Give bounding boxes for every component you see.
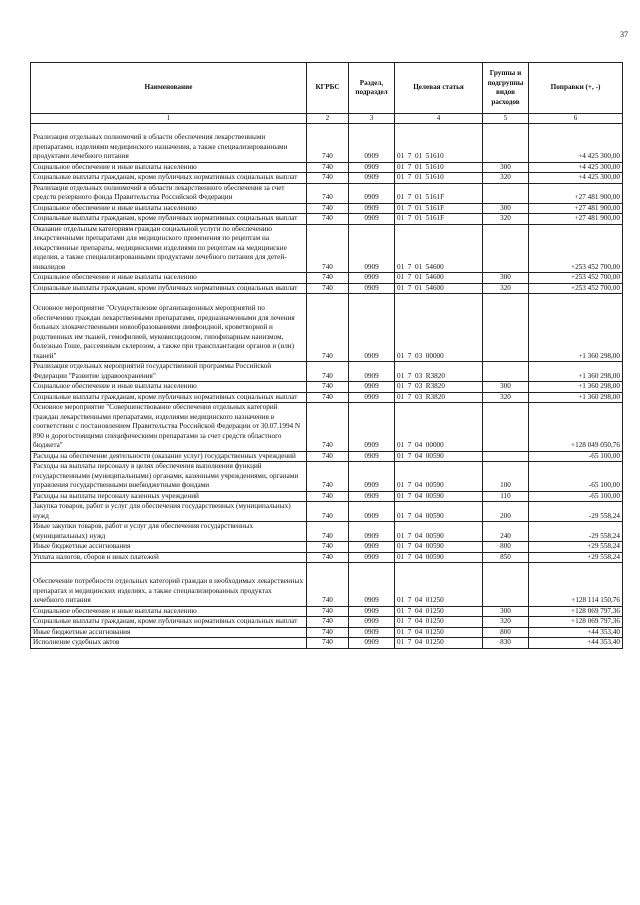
row-name: Основное мероприятие "Осуществление организационных мероприятий по обеспечению граждан лекарственными препаратами, предназначенными для лечения больных злокачественными новообразованиями лимфоидной, кроветворной и родственных им тканей, гемофилией, муковисцидозом, гипофизарным нанизмом, болезнью Гоше, рассеянным склерозом, а также при трансплантации органов и (или) тканей": [31, 294, 307, 362]
row-target-article: 01 7 04 01250: [395, 627, 483, 638]
row-section: 0909: [349, 542, 395, 553]
table-row: [31, 203, 623, 214]
row-amount: +44 353,40: [529, 627, 623, 638]
row-amount: +1 360 298,00: [529, 294, 623, 362]
column-number: 6: [529, 114, 623, 124]
row-expense-type: 300: [483, 382, 529, 393]
row-amount: -29 558,24: [529, 502, 623, 522]
row-section: 0909: [349, 382, 395, 393]
column-number: 2: [307, 114, 349, 124]
row-name: Социальные выплаты гражданам, кроме публичных нормативных социальных выплат: [31, 214, 307, 225]
row-target-article: 01 7 04 00000: [395, 403, 483, 452]
row-target-article: 01 7 01 5161F: [395, 203, 483, 214]
row-amount: +4 425 300,00: [529, 124, 623, 163]
row-section: 0909: [349, 563, 395, 607]
row-amount: +27 481 900,00: [529, 214, 623, 225]
row-expense-type: 320: [483, 214, 529, 225]
row-name: Закупка товаров, работ и услуг для обеспечения государственных (муниципальных) нужд: [31, 502, 307, 522]
row-target-article: 01 7 01 51610: [395, 124, 483, 163]
row-target-article: 01 7 04 01250: [395, 563, 483, 607]
table-row: [31, 362, 623, 382]
row-kgrbs: 740: [307, 273, 349, 284]
row-target-article: 01 7 04 00590: [395, 552, 483, 563]
row-expense-type: 850: [483, 552, 529, 563]
row-section: 0909: [349, 173, 395, 184]
row-expense-type: [483, 403, 529, 452]
table-row: [31, 124, 623, 163]
row-section: 0909: [349, 617, 395, 628]
row-name: Социальное обеспечение и иные выплаты населению: [31, 203, 307, 214]
row-kgrbs: 740: [307, 617, 349, 628]
row-amount: +29 558,24: [529, 552, 623, 563]
row-kgrbs: 740: [307, 563, 349, 607]
page-number: 37: [620, 30, 628, 39]
table-row: [31, 638, 623, 649]
row-name: Социальное обеспечение и иные выплаты населению: [31, 162, 307, 173]
table-row: [31, 224, 623, 273]
table-row: [31, 451, 623, 462]
row-amount: +253 452 700,00: [529, 273, 623, 284]
budget-amendments-table: [30, 62, 623, 649]
table-row: [31, 617, 623, 628]
row-target-article: 01 7 04 00590: [395, 462, 483, 492]
row-amount: +4 425 300,00: [529, 173, 623, 184]
row-kgrbs: 740: [307, 362, 349, 382]
row-section: 0909: [349, 552, 395, 563]
row-amount: +1 360 298,00: [529, 392, 623, 403]
row-target-article: 01 7 01 5161F: [395, 183, 483, 203]
row-expense-type: [483, 294, 529, 362]
row-kgrbs: 740: [307, 606, 349, 617]
row-section: 0909: [349, 462, 395, 492]
row-name: Социальные выплаты гражданам, кроме публичных нормативных социальных выплат: [31, 283, 307, 294]
row-amount: +128 069 797,36: [529, 617, 623, 628]
row-expense-type: 800: [483, 542, 529, 553]
header-name: Наименование: [31, 63, 307, 114]
row-section: 0909: [349, 283, 395, 294]
row-target-article: 01 7 04 00590: [395, 542, 483, 553]
row-amount: +29 558,24: [529, 542, 623, 553]
row-name: Социальные выплаты гражданам, кроме публичных нормативных социальных выплат: [31, 173, 307, 184]
table-row: [31, 173, 623, 184]
column-number: 1: [31, 114, 307, 124]
table-row: [31, 382, 623, 393]
row-amount: +1 360 298,00: [529, 362, 623, 382]
row-name: Обеспечение потребности отдельных категорий граждан в необходимых лекарственных препаратах и медицинских изделиях, а также специализированных продуктах лечебного питания: [31, 563, 307, 607]
row-amount: +253 452 700,00: [529, 283, 623, 294]
row-amount: -65 100,00: [529, 462, 623, 492]
column-number-row: [31, 114, 623, 124]
row-expense-type: [483, 451, 529, 462]
row-section: 0909: [349, 403, 395, 452]
row-amount: -29 558,24: [529, 522, 623, 542]
table-row: [31, 294, 623, 362]
table-row: [31, 214, 623, 225]
table-row: [31, 392, 623, 403]
row-target-article: 01 7 04 00590: [395, 451, 483, 462]
row-name: Социальные выплаты гражданам, кроме публичных нормативных социальных выплат: [31, 617, 307, 628]
row-kgrbs: 740: [307, 294, 349, 362]
row-amount: +128 049 050,76: [529, 403, 623, 452]
row-section: 0909: [349, 627, 395, 638]
row-section: 0909: [349, 392, 395, 403]
row-name: Уплата налогов, сборов и иных платежей: [31, 552, 307, 563]
header-amendments: Поправки (+, -): [529, 63, 623, 114]
row-expense-type: 300: [483, 203, 529, 214]
row-section: 0909: [349, 224, 395, 273]
row-kgrbs: 740: [307, 203, 349, 214]
row-target-article: 01 7 01 54600: [395, 224, 483, 273]
row-target-article: 01 7 04 00590: [395, 491, 483, 502]
row-expense-type: 320: [483, 283, 529, 294]
row-target-article: 01 7 01 51610: [395, 173, 483, 184]
row-expense-type: [483, 183, 529, 203]
row-kgrbs: 740: [307, 224, 349, 273]
row-expense-type: [483, 224, 529, 273]
row-name: Оказание отдельным категориям граждан социальной услуги по обеспечению лекарственными препаратами для медицинского применения по рецептам на лекарственные препараты, медицинскими изделиями по рецептам на медицинские изделия, а также специализированными продуктами лечебного питания для детей-инвалидов: [31, 224, 307, 273]
row-name: Социальное обеспечение и иные выплаты населению: [31, 273, 307, 284]
row-target-article: 01 7 03 R3820: [395, 382, 483, 393]
row-amount: +27 481 900,00: [529, 183, 623, 203]
row-kgrbs: 740: [307, 124, 349, 163]
row-kgrbs: 740: [307, 451, 349, 462]
header-target-article: Целевая статья: [395, 63, 483, 114]
row-name: Социальные выплаты гражданам, кроме публичных нормативных социальных выплат: [31, 392, 307, 403]
row-target-article: 01 7 04 00590: [395, 502, 483, 522]
row-kgrbs: 740: [307, 173, 349, 184]
row-target-article: 01 7 04 01250: [395, 606, 483, 617]
row-section: 0909: [349, 294, 395, 362]
row-target-article: 01 7 03 R3820: [395, 362, 483, 382]
table-row: [31, 502, 623, 522]
row-name: Социальное обеспечение и иные выплаты населению: [31, 606, 307, 617]
row-target-article: 01 7 01 51610: [395, 162, 483, 173]
row-expense-type: [483, 124, 529, 163]
row-section: 0909: [349, 638, 395, 649]
row-amount: +128 069 797,36: [529, 606, 623, 617]
row-amount: -65 100,00: [529, 491, 623, 502]
row-name: Социальное обеспечение и иные выплаты населению: [31, 382, 307, 393]
row-expense-type: 320: [483, 617, 529, 628]
table-row: [31, 627, 623, 638]
row-kgrbs: 740: [307, 627, 349, 638]
row-target-article: 01 7 04 01250: [395, 617, 483, 628]
header-kgrbs: КГРБС: [307, 63, 349, 114]
row-expense-type: 200: [483, 502, 529, 522]
row-kgrbs: 740: [307, 542, 349, 553]
row-target-article: 01 7 01 54600: [395, 273, 483, 284]
row-amount: +4 425 300,00: [529, 162, 623, 173]
row-expense-type: [483, 563, 529, 607]
row-expense-type: 300: [483, 273, 529, 284]
table-row: [31, 273, 623, 284]
row-target-article: 01 7 04 01250: [395, 638, 483, 649]
row-section: 0909: [349, 203, 395, 214]
row-section: 0909: [349, 183, 395, 203]
row-kgrbs: 740: [307, 522, 349, 542]
table-row: [31, 522, 623, 542]
row-amount: +1 360 298,00: [529, 382, 623, 393]
row-expense-type: 320: [483, 392, 529, 403]
row-expense-type: 110: [483, 491, 529, 502]
table-row: [31, 552, 623, 563]
row-expense-type: 240: [483, 522, 529, 542]
row-name: Расходы на выплаты персоналу в целях обеспечения выполнения функций государственными (муниципальными) органами, казенными учреждениями, органами управления государственными внебюджетными фондами: [31, 462, 307, 492]
row-section: 0909: [349, 273, 395, 284]
row-section: 0909: [349, 502, 395, 522]
row-target-article: 01 7 03 R3820: [395, 392, 483, 403]
row-name: Реализация отдельных полномочий в области обеспечения лекарственными препаратами, изделиями медицинского назначения, а также специализированными продуктами лечебного питания: [31, 124, 307, 163]
row-amount: +44 353,40: [529, 638, 623, 649]
header-expense-type: Группы и подгруппы видов расходов: [483, 63, 529, 114]
table-row: [31, 162, 623, 173]
row-kgrbs: 740: [307, 638, 349, 649]
column-number: 5: [483, 114, 529, 124]
table-row: [31, 606, 623, 617]
row-name: Иные бюджетные ассигнования: [31, 627, 307, 638]
row-name: Реализация отдельных полномочий в области лекарственного обеспечения за счет средств резервного фонда Правительства Российской Федерации: [31, 183, 307, 203]
table-row: [31, 462, 623, 492]
row-section: 0909: [349, 451, 395, 462]
row-kgrbs: 740: [307, 382, 349, 393]
row-kgrbs: 740: [307, 552, 349, 563]
row-kgrbs: 740: [307, 283, 349, 294]
row-section: 0909: [349, 162, 395, 173]
row-kgrbs: 740: [307, 183, 349, 203]
row-expense-type: 320: [483, 173, 529, 184]
row-amount: +128 114 150,76: [529, 563, 623, 607]
row-expense-type: 300: [483, 606, 529, 617]
table-row: [31, 283, 623, 294]
row-expense-type: 830: [483, 638, 529, 649]
row-name: Расходы на выплаты персоналу казенных учреждений: [31, 491, 307, 502]
row-name: Исполнение судебных актов: [31, 638, 307, 649]
table-body: [31, 124, 623, 649]
row-section: 0909: [349, 606, 395, 617]
row-section: 0909: [349, 362, 395, 382]
row-name: Иные закупки товаров, работ и услуг для обеспечения государственных (муниципальных) нужд: [31, 522, 307, 542]
row-name: Реализация отдельных мероприятий государственной программы Российской Федерации "Развитие здравоохранения": [31, 362, 307, 382]
row-expense-type: 300: [483, 162, 529, 173]
row-kgrbs: 740: [307, 162, 349, 173]
row-name: Основное мероприятие "Совершенствование обеспечения отдельных категорий граждан лекарственными препаратами, изделиями медицинского назначения в соответствии с постановлением Правительства Российской Федерации от 30.07.1994 N 890 и дорогостоящими специфическими препаратами за счет средств областного бюджета": [31, 403, 307, 452]
table-row: [31, 563, 623, 607]
row-kgrbs: 740: [307, 502, 349, 522]
row-name: Расходы на обеспечение деятельности (оказание услуг) государственных учреждений: [31, 451, 307, 462]
row-amount: +27 481 900,00: [529, 203, 623, 214]
row-section: 0909: [349, 124, 395, 163]
row-kgrbs: 740: [307, 491, 349, 502]
row-amount: +253 452 700,00: [529, 224, 623, 273]
column-number: 4: [395, 114, 483, 124]
row-section: 0909: [349, 214, 395, 225]
row-target-article: 01 7 01 54600: [395, 283, 483, 294]
row-kgrbs: 740: [307, 462, 349, 492]
row-expense-type: 100: [483, 462, 529, 492]
row-target-article: 01 7 04 00590: [395, 522, 483, 542]
header-section: Раздел, подраздел: [349, 63, 395, 114]
row-section: 0909: [349, 522, 395, 542]
table-row: [31, 542, 623, 553]
row-section: 0909: [349, 491, 395, 502]
row-expense-type: 800: [483, 627, 529, 638]
row-kgrbs: 740: [307, 392, 349, 403]
table-header-row: [31, 63, 623, 114]
table-row: [31, 403, 623, 452]
row-target-article: 01 7 03 00000: [395, 294, 483, 362]
row-name: Иные бюджетные ассигнования: [31, 542, 307, 553]
row-kgrbs: 740: [307, 403, 349, 452]
row-amount: -65 100,00: [529, 451, 623, 462]
table-row: [31, 491, 623, 502]
row-kgrbs: 740: [307, 214, 349, 225]
row-target-article: 01 7 01 5161F: [395, 214, 483, 225]
table-row: [31, 183, 623, 203]
row-expense-type: [483, 362, 529, 382]
column-number: 3: [349, 114, 395, 124]
